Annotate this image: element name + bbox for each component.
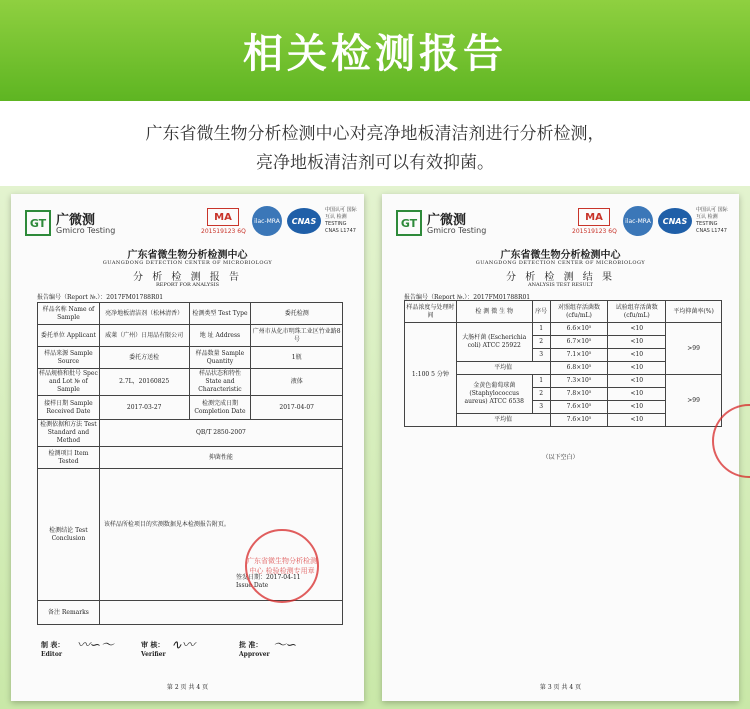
head-cell: 平均抑菌率(%)	[666, 301, 722, 323]
avg-control: 6.8×10⁵	[550, 362, 608, 375]
header-banner	[0, 0, 750, 101]
gt-logo-icon: GT	[396, 210, 422, 236]
approver-signature-icon: 〜∽	[273, 638, 297, 653]
ma-mark-icon: MA	[207, 208, 239, 226]
test-value: <10	[608, 401, 666, 414]
result-table	[404, 300, 722, 427]
ma-mark-icon: MA	[578, 208, 610, 226]
official-seal-icon: 广东省微生物分析检测中心 检验检测专用章	[245, 529, 319, 603]
ma-number: 201519123 6Q	[572, 228, 617, 235]
row-no: 1	[532, 375, 550, 388]
org-name-cn: 广东省微生物分析检测中心	[127, 250, 248, 261]
cell-value: 威莱（广州）日用品有限公司	[99, 325, 189, 347]
cell-label: 样品名称 Name of Sample	[38, 303, 100, 325]
row-no: 3	[532, 349, 550, 362]
control-value: 7.6×10⁵	[550, 401, 608, 414]
page-number: 第 3 页 共 4 页	[539, 684, 582, 691]
test-value: <10	[608, 349, 666, 362]
org-name-en: GUANGDONG DETECTION CENTER OF MICROBIOLOGY	[102, 260, 273, 266]
cell-value: QB/T 2850-2007	[99, 420, 342, 447]
cell-label: 地 址 Address	[189, 325, 251, 347]
avg-label: 平均值	[456, 362, 550, 375]
control-value: 7.8×10⁵	[550, 388, 608, 401]
logo-cn: 广微测	[427, 213, 467, 228]
control-value: 7.1×10⁵	[550, 349, 608, 362]
approver-label-en: Approver	[239, 651, 270, 658]
result-title-en: ANALYSIS TEST RESULT	[528, 282, 593, 288]
verifier-label: 审 核：	[141, 640, 165, 649]
editor-signature-icon: 〰∽〜	[77, 638, 114, 653]
rate-cell: >99	[666, 323, 722, 375]
cell-label: 委托单位 Applicant	[38, 325, 100, 347]
cell-value: 2.7L，20160825	[99, 369, 189, 396]
logo-en: Gmicro Testing	[56, 226, 116, 235]
cell-value: 2017-03-27	[99, 396, 189, 420]
row-no: 3	[532, 401, 550, 414]
cell-value: 委托方送检	[99, 347, 189, 369]
test-value: <10	[608, 388, 666, 401]
cell-label: 检测结论 Test Conclusion	[38, 469, 100, 601]
cnas-icon: CNAS	[287, 208, 321, 234]
ilac-mra-icon: ilac-MRA	[623, 206, 653, 236]
cell-label: 样品数量 Sample Quantity	[189, 347, 251, 369]
avg-test: <10	[608, 362, 666, 375]
intro-line-2: 亮净地板清洁剂可以有效抑菌。	[256, 153, 494, 173]
cell-label: 检测依据和方法 Test Standard and Method	[38, 420, 100, 447]
page-number: 第 2 页 共 4 页	[166, 684, 209, 691]
test-value: <10	[608, 336, 666, 349]
result-title-cn: 分 析 检 测 结 果	[506, 272, 615, 283]
ilac-mra-icon: ilac-MRA	[252, 206, 282, 236]
cnas-text: 中国认可 国际互认 检测 TESTING CNAS L1747	[325, 207, 357, 234]
cell-label: 检测项目 Item Tested	[38, 447, 100, 469]
head-cell: 对照组存活菌数 (cfu/mL)	[550, 301, 608, 323]
organism-cell: 金黄色葡萄球菌 (Staphylococcus aureus) ATCC 6538	[456, 375, 532, 414]
org-name-en: GUANGDONG DETECTION CENTER OF MICROBIOLOGY	[475, 260, 646, 266]
cell-value: 广州市从化市明珠工业区竹业路8号	[251, 325, 343, 347]
cell-label: 检测类型 Test Type	[189, 303, 251, 325]
cnas-text: 中国认可 国际互认 检测 TESTING CNAS L1747	[696, 207, 728, 234]
test-value: <10	[608, 375, 666, 388]
cell-label: 接样日期 Sample Received Date	[38, 396, 100, 420]
conclusion-text: 该样品所检项目的实测数据见本检测报告附页。	[103, 521, 230, 528]
cell-value: 1瓶	[251, 347, 343, 369]
editor-label: 制 表：	[41, 640, 65, 649]
cell-value: 委托检测	[251, 303, 343, 325]
cell-value: 2017-04-07	[251, 396, 343, 420]
issue-date: 签发日期：2017-04-11 Issue Date	[236, 574, 301, 589]
ma-number: 201519123 6Q	[201, 228, 246, 235]
verifier-label-en: Verifier	[141, 651, 166, 658]
condition-cell: 1:100 5 分钟	[405, 323, 457, 427]
cell-value: 液体	[251, 369, 343, 396]
row-no: 1	[532, 323, 550, 336]
cell-label: 备注 Remarks	[38, 601, 100, 625]
gt-logo-icon: GT	[25, 210, 51, 236]
report-number: 报告编号（Report №.）：2017FM01788R01	[37, 294, 164, 301]
control-value: 7.3×10⁵	[550, 375, 608, 388]
approver-label: 批 准：	[239, 640, 263, 649]
head-cell: 序号	[532, 301, 550, 323]
analysis-result-page	[382, 194, 739, 701]
head-cell: 检 测 微 生 物	[456, 301, 532, 323]
cell-label: 样品来源 Sample Source	[38, 347, 100, 369]
control-value: 6.7×10⁵	[550, 336, 608, 349]
cnas-icon: CNAS	[658, 208, 692, 234]
cell-value: 抑菌性能	[99, 447, 342, 469]
analysis-report-page	[11, 194, 364, 701]
intro-line-1: 广东省微生物分析检测中心对亮净地板清洁剂进行分析检测，	[145, 124, 605, 144]
test-value: <10	[608, 323, 666, 336]
cell-label: 检测完成日期 Completion Date	[189, 396, 251, 420]
editor-label-en: Editor	[41, 651, 62, 658]
control-value: 6.6×10⁵	[550, 323, 608, 336]
report-title-cn: 分 析 检 测 报 告	[133, 272, 242, 283]
avg-label: 平均值	[456, 414, 550, 427]
avg-control: 7.6×10⁵	[550, 414, 608, 427]
cell-label: 样品规格和批号 Spec and Lot № of Sample	[38, 369, 100, 396]
head-cell: 试验组存活菌数 (cfu/mL)	[608, 301, 666, 323]
organism-cell: 大肠杆菌 (Escherichia coli) ATCC 25922	[456, 323, 532, 362]
blank-note: （以下空白）	[542, 454, 579, 461]
org-name-cn: 广东省微生物分析检测中心	[500, 250, 621, 261]
row-no: 2	[532, 388, 550, 401]
avg-test: <10	[608, 414, 666, 427]
report-number: 报告编号（Report №.）：2017FM01788R01	[404, 294, 531, 301]
banner-title: 相关检测报告	[243, 31, 507, 77]
cell-value: 亮净地板清洁剂（松林清香）	[99, 303, 189, 325]
rate-cell: >99	[666, 375, 722, 427]
cell-value	[99, 601, 342, 625]
logo-cn: 广微测	[56, 213, 96, 228]
row-no: 2	[532, 336, 550, 349]
cell-label: 样品状态和特性 State and Characteristic	[189, 369, 251, 396]
head-cell: 样品浓度与处理时间	[405, 301, 457, 323]
logo-en: Gmicro Testing	[427, 226, 487, 235]
verifier-signature-icon: ∿〰	[171, 638, 195, 653]
report-title-en: REPORT FOR ANALYSIS	[155, 282, 220, 288]
